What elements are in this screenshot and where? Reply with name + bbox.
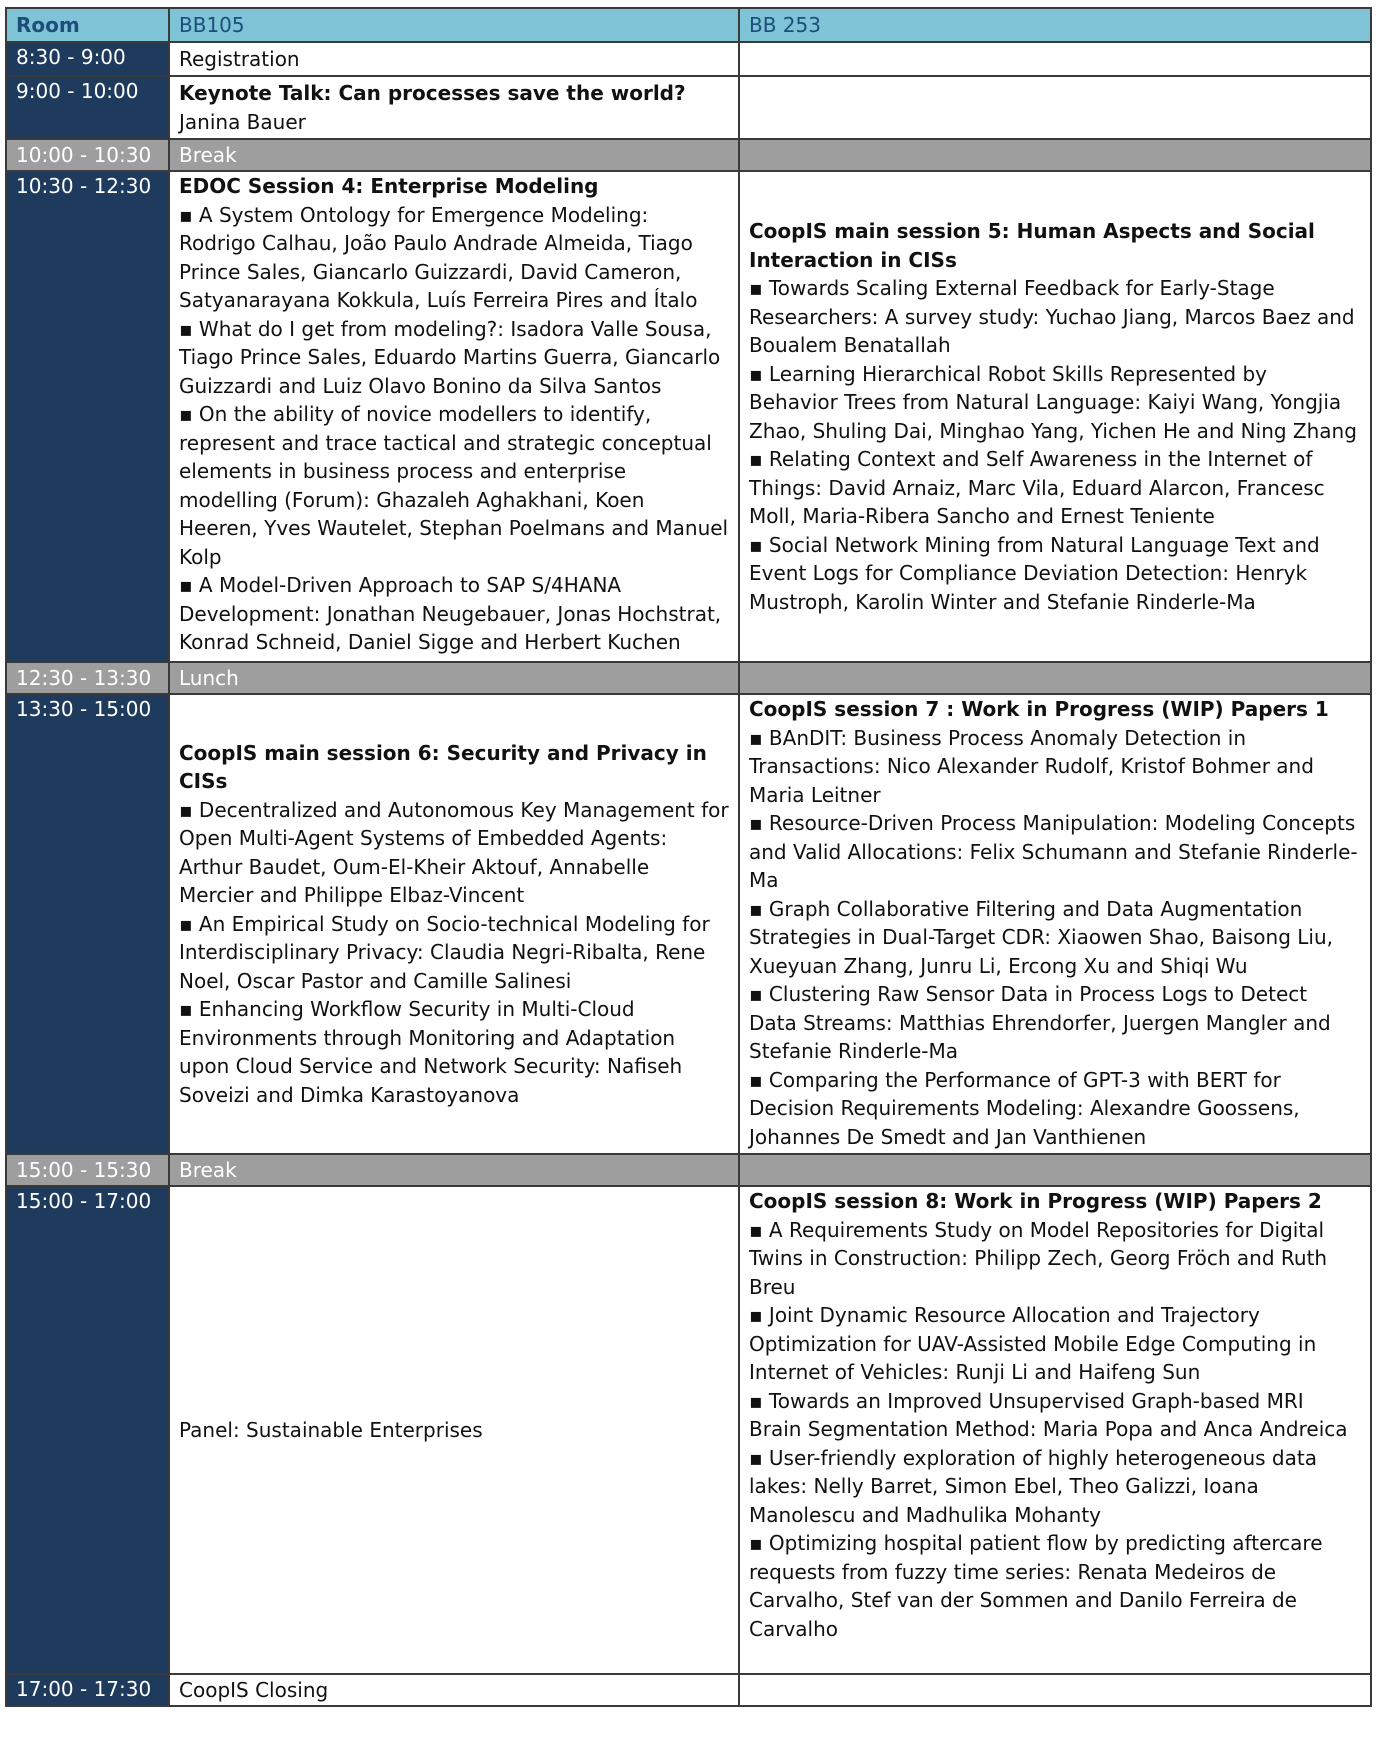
empty-cell [739, 139, 1371, 171]
session-speaker: Janina Bauer [179, 109, 306, 134]
paper-item: ▪ BAnDIT: Business Process Anomaly Detection in Transactions: Nico Alexander Rudolf, Kristof Bohmer and Maria Leitner [749, 724, 1361, 810]
session-title: EDOC Session 4: Enterprise Modeling [179, 174, 599, 198]
time-slot: 10:00 - 10:30 [6, 139, 169, 171]
empty-cell [739, 662, 1371, 694]
paper-item: ▪ Graph Collaborative Filtering and Data Augmentation Strategies in Dual-Target CDR: Xiaowen Shao, Baisong Liu, Xueyuan Zhang, Junru Li, Ercong Xu and Shiqi Wu [749, 895, 1361, 981]
time-slot: 8:30 - 9:00 [6, 42, 169, 76]
schedule-table [5, 7, 1372, 1707]
break-row [6, 139, 1371, 171]
time-slot: 10:30 - 12:30 [6, 171, 169, 662]
table-row [6, 694, 1371, 1154]
empty-cell [739, 1674, 1371, 1706]
session-cell [739, 171, 1371, 662]
break-row [6, 1154, 1371, 1186]
table-row [6, 42, 1371, 76]
header-room: Room [6, 8, 169, 42]
session-cell [739, 694, 1371, 1154]
paper-item: ▪ Relating Context and Self Awareness in the Internet of Things: David Arnaiz, Marc Vila, Eduard Alarcon, Francesc Moll, Maria-Ribera Sancho and Ernest Teniente [749, 445, 1361, 531]
paper-item: ▪ Social Network Mining from Natural Language Text and Event Logs for Compliance Deviation Detection: Henryk Mustroph, Karolin Winter and Stefanie Rinderle-Ma [749, 531, 1361, 617]
session-title: CoopIS main session 5: Human Aspects and Social Interaction in CISs [749, 219, 1315, 272]
session-title: Keynote Talk: Can processes save the world? [179, 81, 686, 105]
paper-item: ▪ A Requirements Study on Model Repositories for Digital Twins in Construction: Philipp Zech, Georg Fröch and Ruth Breu [749, 1216, 1361, 1302]
session-title: CoopIS main session 6: Security and Privacy in CISs [179, 740, 707, 794]
table-row [6, 171, 1371, 662]
paper-item: ▪ A System Ontology for Emergence Modeling: Rodrigo Calhau, João Paulo Andrade Almeida, Tiago Prince Sales, Giancarlo Guizzardi, David Cameron, Satyanarayana Kokkula, Luís Ferreira Pires and Ítalo [179, 201, 729, 315]
paper-item: ▪ User-friendly exploration of highly heterogeneous data lakes: Nelly Barret, Simon Ebel, Theo Galizzi, Ioana Manolescu and Madhulika Mohanty [749, 1444, 1361, 1530]
paper-item: ▪ Learning Hierarchical Robot Skills Represented by Behavior Trees from Natural Language: Kaiyi Wang, Yongjia Zhao, Shuling Dai, Minghao Yang, Yichen He and Ning Zhang [749, 360, 1361, 446]
empty-cell [739, 76, 1371, 139]
session-cell [169, 171, 739, 662]
break-row [6, 662, 1371, 694]
time-slot: 12:30 - 13:30 [6, 662, 169, 694]
session-cell [169, 694, 739, 1154]
table-row [6, 1674, 1371, 1706]
empty-cell [739, 1154, 1371, 1186]
time-slot: 17:00 - 17:30 [6, 1674, 169, 1706]
time-slot: 15:00 - 15:30 [6, 1154, 169, 1186]
session-cell [169, 76, 739, 139]
paper-item: ▪ A Model-Driven Approach to SAP S/4HANA Development: Jonathan Neugebauer, Jonas Hochstrat, Konrad Schneid, Daniel Sigge and Herbert Kuchen [179, 571, 729, 657]
paper-item: ▪ An Empirical Study on Socio-technical Modeling for Interdisciplinary Privacy: Claudia Negri-Ribalta, Rene Noel, Oscar Pastor and Camille Salinesi [179, 910, 729, 996]
session-title: CoopIS session 7 : Work in Progress (WIP) Papers 1 [749, 697, 1329, 721]
paper-item: ▪ What do I get from modeling?: Isadora Valle Sousa, Tiago Prince Sales, Eduardo Martins Guerra, Giancarlo Guizzardi and Luiz Olavo Bonino da Silva Santos [179, 315, 729, 401]
paper-item: ▪ On the ability of novice modellers to identify, represent and trace tactical and strategic conceptual elements in business process and enterprise modelling (Forum): Ghazaleh Aghakhani, Koen Heeren, Yves Wautelet, Stephan Poelmans and Manuel Kolp [179, 400, 729, 571]
paper-item: ▪ Enhancing Workflow Security in Multi-Cloud Environments through Monitoring and Adaptation upon Cloud Service and Network Security: Nafiseh Soveizi and Dimka Karastoyanova [179, 995, 729, 1109]
schedule-page [5, 7, 1370, 1707]
table-row [6, 76, 1371, 139]
break-label: Break [169, 1154, 739, 1186]
session-cell [739, 1186, 1371, 1674]
break-label: Break [169, 139, 739, 171]
paper-item: ▪ Towards an Improved Unsupervised Graph-based MRI Brain Segmentation Method: Maria Popa and Anca Andreica [749, 1387, 1361, 1444]
paper-item: ▪ Towards Scaling External Feedback for Early-Stage Researchers: A survey study: Yuchao Jiang, Marcos Baez and Boualem Benatallah [749, 274, 1361, 360]
header-room-bb105: BB105 [169, 8, 739, 42]
time-slot: 15:00 - 17:00 [6, 1186, 169, 1674]
session-cell: Panel: Sustainable Enterprises [169, 1186, 739, 1674]
time-slot: 13:30 - 15:00 [6, 694, 169, 1154]
time-slot: 9:00 - 10:00 [6, 76, 169, 139]
paper-item: ▪ Resource-Driven Process Manipulation: Modeling Concepts and Valid Allocations: Felix Schumann and Stefanie Rinderle-Ma [749, 809, 1361, 895]
paper-item: ▪ Decentralized and Autonomous Key Management for Open Multi-Agent Systems of Embedded Agents: Arthur Baudet, Oum-El-Kheir Aktouf, Annabelle Mercier and Philippe Elbaz-Vincent [179, 796, 729, 910]
break-label: Lunch [169, 662, 739, 694]
empty-cell [739, 42, 1371, 76]
paper-item: ▪ Optimizing hospital patient flow by predicting aftercare requests from fuzzy time series: Renata Medeiros de Carvalho, Stef van der Sommen and Danilo Ferreira de Carvalho [749, 1529, 1361, 1643]
header-room-bb253: BB 253 [739, 8, 1371, 42]
session-cell: CoopIS Closing [169, 1674, 739, 1706]
table-header-row [6, 8, 1371, 42]
table-row [6, 1186, 1371, 1674]
session-title: CoopIS session 8: Work in Progress (WIP) Papers 2 [749, 1189, 1322, 1213]
paper-item: ▪ Clustering Raw Sensor Data in Process Logs to Detect Data Streams: Matthias Ehrendorfer, Juergen Mangler and Stefanie Rinderle-Ma [749, 980, 1361, 1066]
session-cell: Registration [169, 42, 739, 76]
paper-item: ▪ Comparing the Performance of GPT-3 with BERT for Decision Requirements Modeling: Alexandre Goossens, Johannes De Smedt and Jan Vanthienen [749, 1066, 1361, 1152]
paper-item: ▪ Joint Dynamic Resource Allocation and Trajectory Optimization for UAV-Assisted Mobile Edge Computing in Internet of Vehicles: Runji Li and Haifeng Sun [749, 1301, 1361, 1387]
